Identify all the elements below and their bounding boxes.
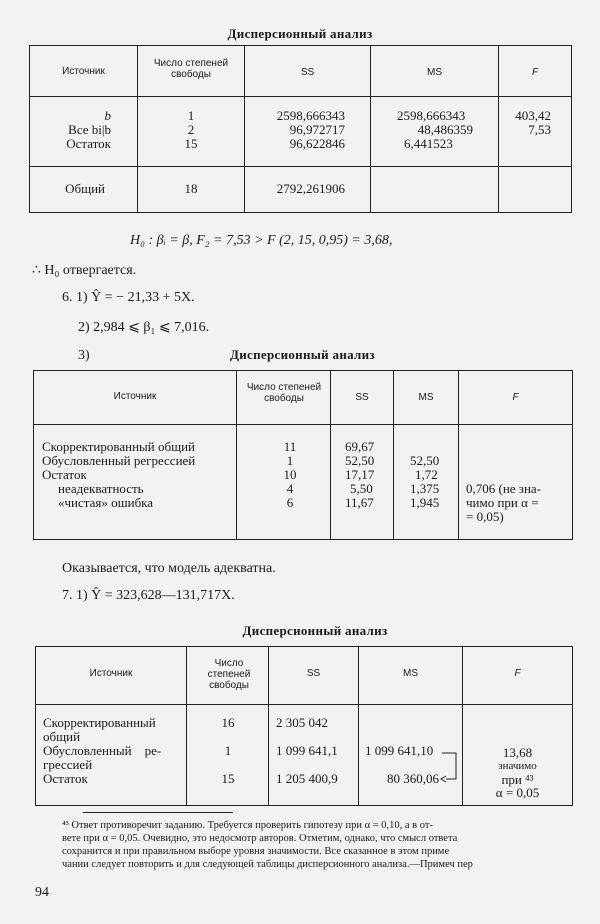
table3-row-df: 16 [221, 715, 235, 730]
item7-line1: 7. 1) Ŷ = 323,628—131,717X. [62, 588, 235, 603]
table3-row-ms: 80 360,06 [387, 771, 439, 786]
table1-row-f: 403,42 [515, 108, 551, 123]
table2-row-source: Остаток [42, 467, 87, 482]
table3-f-note: α = 0,05 [495, 785, 540, 800]
table2-vline [572, 370, 573, 540]
table1-header-ms: MS [427, 67, 442, 78]
table3-f-note: при ⁴³ [501, 772, 534, 787]
table1-total-rule [29, 166, 572, 167]
table3-top-rule [35, 646, 573, 647]
table3-row-source: Скорректированный [43, 715, 156, 730]
table1-title: Дисперсионный анализ [227, 26, 373, 41]
table2-header-f: F [512, 392, 519, 403]
table1-header-rule [29, 96, 572, 97]
table2-header-source: Источник [113, 391, 157, 402]
table2-row-source: Скорректированный общий [42, 439, 196, 454]
table2-row-ss: 11,67 [345, 495, 374, 510]
table2-row-df: 11 [283, 439, 297, 454]
table3-row-ss: 1 205 400,9 [276, 771, 338, 786]
footnote-line: сохранится и при правильном выборе уровня значимости. Все сказанное в этом приме [62, 846, 450, 857]
table1-header-df: Число степеней свободы [153, 58, 229, 80]
table2-row-ms: 1,72 [415, 467, 438, 482]
table3-row-source: общий [43, 729, 81, 744]
table1-row-df: 2 [187, 122, 195, 137]
table1-row-ms: 2598,666343 [397, 108, 466, 123]
table2-header-ss: SS [355, 392, 369, 403]
table3-header-ss: SS [306, 668, 321, 679]
table1-row-df: 15 [184, 136, 198, 151]
table1-total-df: 18 [184, 181, 198, 196]
table3-row-source: грессией [43, 757, 93, 772]
table2-row-df: 1 [286, 453, 294, 468]
table1-row-source: b [104, 108, 111, 123]
table2-header-ms: MS [418, 392, 434, 403]
table1-header-ss: SS [300, 67, 315, 78]
table2-top-rule [33, 370, 573, 371]
table3-row-df: 1 [224, 743, 232, 758]
table2-row-df: 10 [283, 467, 297, 482]
table1-bottom-rule [29, 212, 572, 213]
table3-f-note: значимо [498, 760, 537, 772]
table2-title: Дисперсионный анализ [230, 347, 375, 362]
page-number: 94 [35, 885, 49, 900]
table2-header-rule [33, 424, 573, 425]
table2-row-ms: 1,945 [410, 495, 440, 510]
table3-row-df: 15 [221, 771, 235, 786]
table3-title: Дисперсионный анализ [242, 623, 388, 638]
table2-row-ss: 5,50 [350, 481, 373, 496]
table1-row-df: 1 [187, 108, 195, 123]
table1-row-f: 7,53 [528, 122, 551, 137]
item6-line2: 2) 2,984 ⩽ β₁ ⩽ 7,016. [78, 320, 210, 335]
table3-header-f: F [514, 668, 521, 679]
table3-header-source: Источник [89, 668, 133, 679]
table2-f-note: 0,706 (не зна- [466, 481, 541, 496]
table3-header-ms: MS [403, 668, 418, 679]
table1-row-ms: 48,486359 [417, 122, 473, 137]
table2-row-source: Обусловленный регрессией [42, 453, 196, 468]
table3-row-ss: 1 099 641,1 [276, 743, 338, 758]
table3-row-source: Обусловленный ре- [43, 743, 162, 758]
table3-header-rule [35, 704, 573, 705]
item6-line1: 6. 1) Ŷ = − 21,33 + 5X. [62, 290, 195, 305]
table3-f-note: 13,68 [502, 745, 533, 760]
table2-header-df: Число степеней свободы [246, 382, 322, 404]
table1-header-source: Источник [62, 66, 105, 77]
item6-line3-label: 3) [78, 348, 90, 363]
table2-row-ms: 52,50 [410, 453, 440, 468]
table1-header-f: F [531, 67, 539, 78]
table1-top-rule [29, 45, 572, 46]
footnote-line: чании следует повторить и для следующей таблицы дисперсионного анализа.—Примеч пер [62, 859, 473, 870]
table2-row-ss: 17,17 [345, 467, 375, 482]
table2-row-ss: 52,50 [345, 453, 375, 468]
table1-row-ss: 2598,666343 [276, 108, 345, 123]
table1-row-ms: 6,441523 [404, 136, 453, 151]
table1-total-source: Общий [65, 181, 105, 196]
table2-row-df: 6 [286, 495, 294, 510]
table1-vline [571, 45, 572, 213]
table3-bottom-rule [35, 805, 573, 806]
hypothesis-line: H₀ : βᵢ = β, F₂ = 7,53 > F (2, 15, 0,95) = 3,68, [130, 233, 393, 248]
table3-vline [572, 646, 573, 806]
table3-row-source: Остаток [43, 771, 88, 786]
arrow-icon [440, 745, 460, 785]
footnote-rule [83, 812, 233, 813]
table3-row-ms: 1 099 641,10 [365, 743, 434, 758]
table1-row-source: Остаток [66, 136, 111, 151]
table3-header-df: Число степеней свободы [207, 658, 251, 691]
table1-total-ss: 2792,261906 [276, 181, 345, 196]
table2-row-ss: 69,67 [345, 439, 375, 454]
table3-row-ss: 2 305 042 [276, 715, 328, 730]
table2-bottom-rule [33, 539, 573, 540]
footnote-line: вете при α = 0,05. Очевидно, это недосмотр авторов. Отметим, однако, что смысл ответа [62, 833, 458, 844]
table2-f-note: = 0,05) [466, 509, 504, 524]
table2-f-note: чимо при α = [466, 495, 539, 510]
footnote-line: ⁴³ Ответ противоречит заданию. Требуется проверить гипотезу при α = 0,10, а в от- [62, 820, 433, 831]
table2-row-source: неадекватность [58, 481, 144, 496]
table1-row-ss: 96,622846 [289, 136, 345, 151]
table2-row-source: «чистая» ошибка [58, 495, 154, 510]
table2-row-ms: 1,375 [410, 481, 440, 496]
adequate-line: Оказывается, что модель адекватна. [62, 561, 276, 576]
table2-row-df: 4 [286, 481, 294, 496]
rejected-line: ∴ H₀ отвергается. [32, 263, 137, 278]
table1-row-ss: 96,972717 [289, 122, 345, 137]
table1-row-source: Все bi|b [68, 122, 111, 137]
table2-vline [236, 370, 237, 540]
